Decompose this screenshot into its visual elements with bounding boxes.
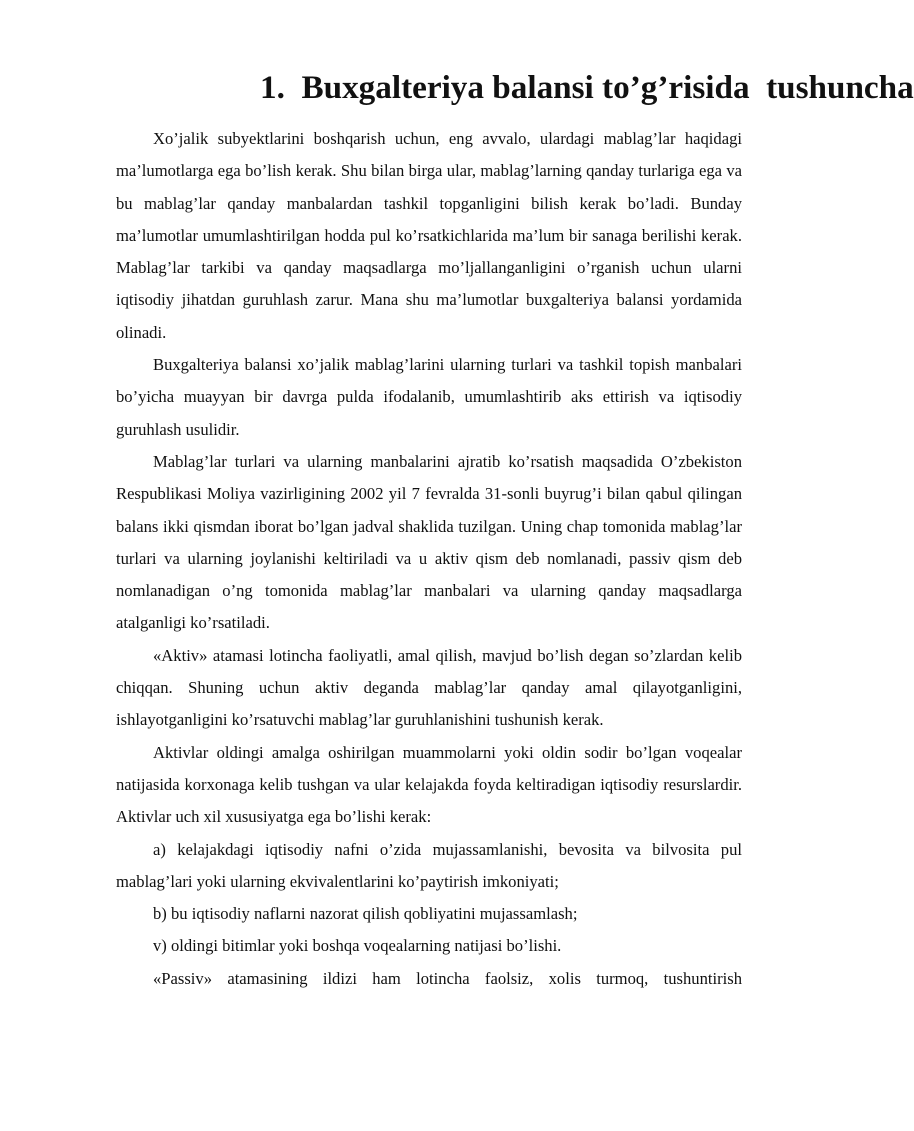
list-item-v: v) oldingi bitimlar yoki boshqa voqealarning natijasi bo’lishi. bbox=[153, 936, 562, 956]
list-item-b: b) bu iqtisodiy naflarni nazorat qilish qobliyatini mujassamlash; bbox=[153, 904, 578, 924]
section-title: 1. Buxgalteriya balansi to’g’risida tushuncha bbox=[260, 69, 914, 106]
paragraph-aktiv-definition: Aktivlar oldingi amalga oshirilgan muammolarni yoki oldin sodir bo’lgan voqealar natijasida korxonaga kelib tushgan va ular kelajakda foyda keltiradigan iqtisodiy resurslardir. Aktivlar uch xil xususiyatga ega bo’lishi kerak: bbox=[116, 742, 742, 827]
paragraph-passiv-term: «Passiv» atamasining ildizi ham lotincha faolsiz, xolis turmoq, tushuntirish bbox=[153, 968, 742, 988]
document-page bbox=[116, 69, 914, 995]
list-item-a: a) kelajakdagi iqtisodiy nafni o’zida mujassamlanishi, bevosita va bilvosita pul mablag’lari yoki ularning ekvivalentlarini ko’paytirish imkoniyati; bbox=[116, 839, 742, 891]
paragraph-balance-structure: Mablag’lar turlari va ularning manbalarini ajratib ko’rsatish maqsadida O’zbekiston Respublikasi Moliya vazirligining 2002 yil 7 fevralda 31-sonli buyrug’i bilan qabul qilingan balans ikki qismdan iborat bo’lgan jadval shaklida tuzilgan. Uning chap tomonida mablag’lar turlari va ularning joylanishi keltiriladi va u aktiv qism deb nomlanadi, passiv qism deb nomlanadigan o’ng tomonida mablag’lar manbalari va ularning qanday maqsadlarga atalganligi ko’rsatiladi. bbox=[116, 451, 742, 633]
paragraph-intro: Xo’jalik subyektlarini boshqarish uchun, eng avvalo, ulardagi mablag’lar haqidagi ma’lumotlarga ega bo’lish kerak. Shu bilan birga ular, mablag’larning qanday turlariga ega va bu mablag’lar qanday manbalardan tashkil topganligini bilish kerak bo’ladi. Bunday ma’lumotlar umumlashtirilgan hodda pul ko’rsatkichlarida ma’lum bir sanaga berilishi kerak. Mablag’lar tarkibi va qanday maqsadlarga mo’ljallanganligini o’rganish uchun ularni iqtisodiy jihatdan guruhlash zarur. Mana shu ma’lumotlar buxgalteriya balansi yordamida olinadi. bbox=[116, 129, 742, 342]
paragraph-aktiv-term: «Aktiv» atamasi lotincha faoliyatli, amal qilish, mavjud bo’lish degan so’zlardan kelib chiqqan. Shuning uchun aktiv deganda mablag’lar qanday amal qilayotganligini, ishlayotganligini ko’rsatuvchi mablag’lar guruhlanishini tushunish kerak. bbox=[116, 645, 742, 730]
paragraph-balance-definition: Buxgalteriya balansi xo’jalik mablag’larini ularning turlari va tashkil topish manbalari bo’yicha muayyan bir davrga pulda ifodalanib, umumlashtirib aks ettirish va iqtisodiy guruhlash usulidir. bbox=[116, 355, 742, 439]
